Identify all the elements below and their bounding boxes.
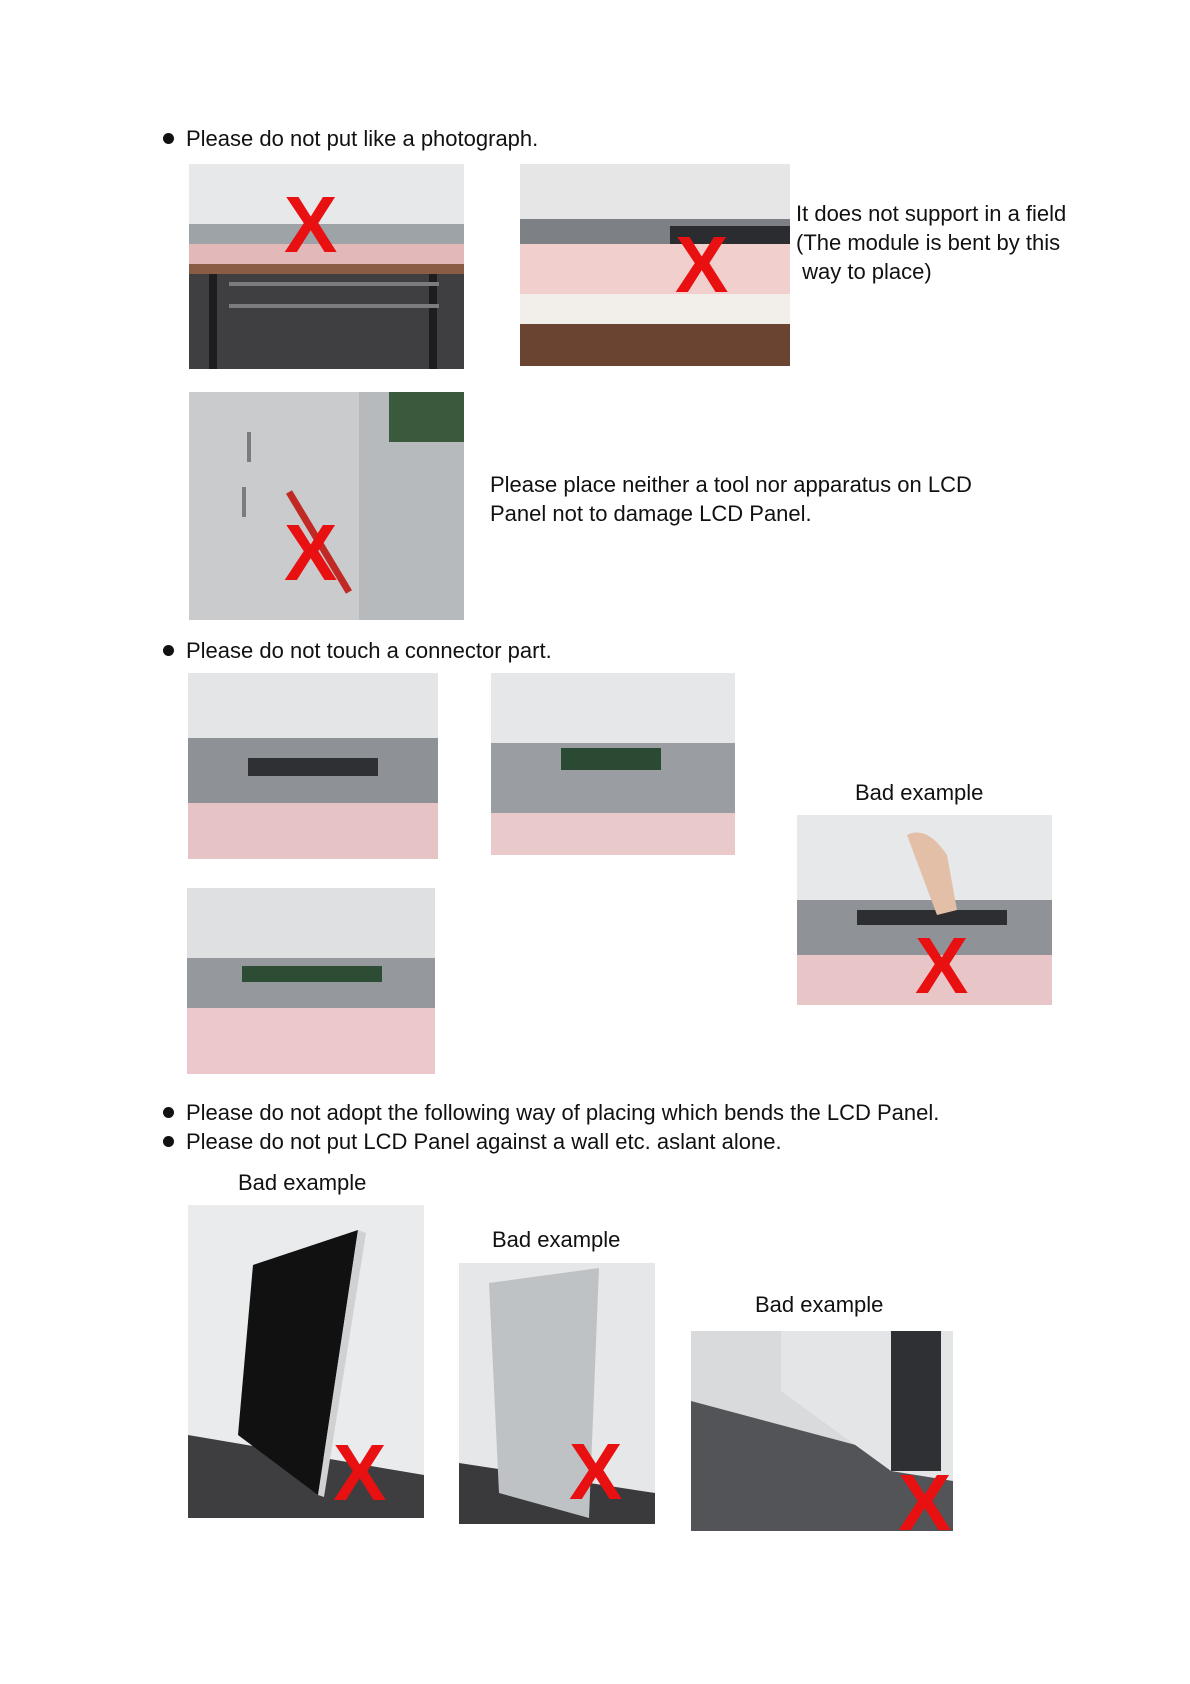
photo-connector-2: [491, 673, 735, 855]
bullet-icon: [163, 133, 174, 144]
caption-bad-example: Bad example: [238, 1170, 367, 1195]
bullet-item-no-bending-placement: [163, 1100, 939, 1126]
x-mark-icon: X: [284, 508, 338, 597]
caption-bad-example: Bad example: [855, 780, 984, 805]
x-mark-icon: X: [569, 1427, 623, 1516]
bullet-icon: [163, 1107, 174, 1118]
photo-panel-on-foam: [520, 164, 790, 366]
bullet-text: Please do not put LCD Panel against a wall etc. aslant alone.: [186, 1129, 782, 1154]
bullet-text: Please do not put like a photograph.: [186, 126, 539, 151]
bullet-item-no-aslant-against-wall: [163, 1129, 782, 1155]
bullet-item-no-photograph-placement: [163, 126, 538, 152]
bullet-text: Please do not touch a connector part.: [186, 638, 552, 663]
photo-panel-leaning-front: [188, 1205, 424, 1518]
bullet-icon: [163, 645, 174, 656]
x-mark-icon: X: [284, 180, 338, 269]
x-mark-icon: X: [675, 220, 729, 309]
photo-connector-3: [187, 888, 435, 1074]
x-mark-icon: X: [915, 921, 969, 1005]
caption-bad-example: Bad example: [492, 1227, 621, 1252]
x-mark-icon: [898, 1458, 968, 1547]
bullet-item-no-touch-connector: [163, 638, 552, 664]
note-not-supported-in-field: It does not support in a field (The module is bent by this way to place): [796, 201, 1067, 284]
bullet-icon: [163, 1136, 174, 1147]
photo-panel-leaning-back: [459, 1263, 655, 1524]
bullet-text: Please do not adopt the following way of placing which bends the LCD Panel.: [186, 1100, 940, 1125]
note-no-tool-on-panel: Please place neither a tool nor apparatus on LCD Panel not to damage LCD Panel.: [490, 472, 972, 526]
caption-bad-example: Bad example: [755, 1292, 884, 1317]
x-mark-icon: X: [333, 1428, 387, 1517]
photo-connector-1: [188, 673, 438, 859]
x-mark-icon: X: [898, 1458, 952, 1547]
photo-tool-on-panel: [189, 392, 464, 620]
photo-panel-on-table: [189, 164, 464, 369]
photo-hand-touching-connector: [797, 815, 1052, 1005]
